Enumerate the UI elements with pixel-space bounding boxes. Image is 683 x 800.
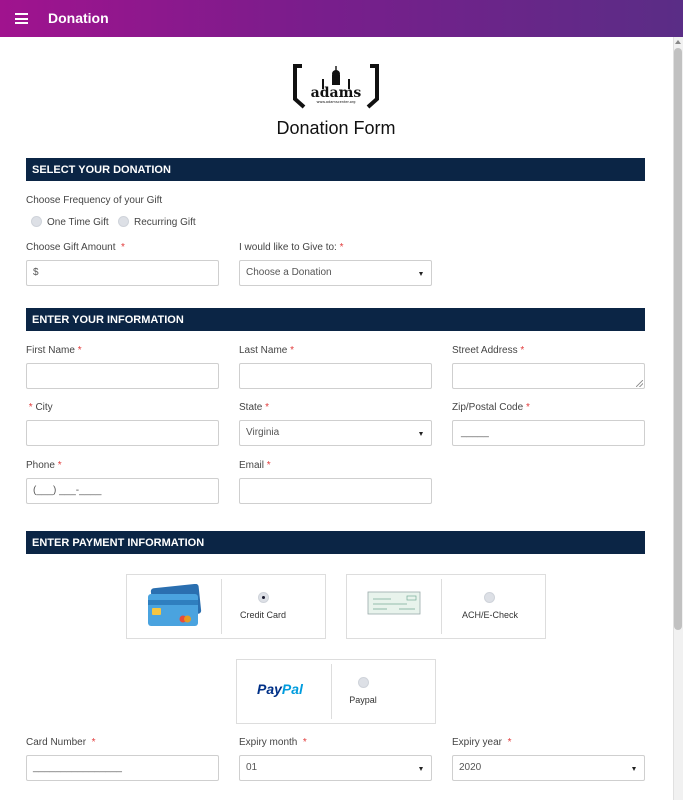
card-number-input[interactable]: ________________ — [26, 755, 219, 781]
city-label: * City — [26, 402, 53, 413]
adams-logo — [292, 63, 380, 109]
section-header-information: ENTER YOUR INFORMATION — [26, 308, 645, 331]
paypal-radio[interactable] — [358, 677, 369, 688]
gift-amount-label: Choose Gift Amount * — [26, 242, 125, 253]
divider — [331, 664, 332, 719]
check-icon — [367, 591, 421, 617]
expiry-year-value: 2020 — [459, 762, 482, 773]
frequency-label: Choose Frequency of your Gift — [26, 195, 163, 206]
ach-echeck-option[interactable] — [346, 574, 546, 639]
expiry-year-select[interactable] — [452, 755, 645, 781]
last-name-label: Last Name * — [239, 345, 295, 356]
recurring-gift-label: Recurring Gift — [134, 217, 196, 228]
scroll-up-arrow-icon[interactable] — [675, 40, 681, 44]
app-bar — [0, 0, 683, 37]
chevron-down-icon — [419, 432, 423, 436]
credit-card-icon — [146, 584, 202, 628]
divider — [441, 579, 442, 634]
state-label: State * — [239, 402, 270, 413]
street-address-label: Street Address * — [452, 345, 525, 356]
paypal-logo: PayPal — [257, 681, 303, 697]
ach-echeck-label: ACH/E-Check — [461, 610, 518, 620]
give-to-label: I would like to Give to: * — [239, 242, 344, 253]
chevron-down-icon — [632, 767, 636, 771]
credit-card-label: Credit Card — [239, 610, 286, 620]
paypal-label: Paypal — [349, 695, 377, 705]
state-select-value: Virginia — [246, 427, 280, 438]
ach-echeck-radio[interactable] — [484, 592, 495, 603]
phone-label: Phone * — [26, 460, 62, 471]
zip-input[interactable]: _____ — [452, 420, 645, 446]
email-input[interactable] — [239, 478, 432, 504]
credit-card-option[interactable] — [126, 574, 326, 639]
donation-select[interactable] — [239, 260, 432, 286]
section-header-payment: ENTER PAYMENT INFORMATION — [26, 531, 645, 554]
credit-card-radio[interactable] — [258, 592, 269, 603]
one-time-gift-label: One Time Gift — [47, 217, 109, 228]
last-name-input[interactable] — [239, 363, 432, 389]
expiry-month-select[interactable] — [239, 755, 432, 781]
app-title: Donation — [48, 10, 109, 26]
menu-icon[interactable] — [15, 13, 28, 24]
divider — [221, 579, 222, 634]
city-input[interactable] — [26, 420, 219, 446]
chevron-down-icon — [419, 272, 423, 276]
expiry-year-label: Expiry year * — [452, 737, 512, 748]
chevron-down-icon — [419, 767, 423, 771]
first-name-label: First Name * — [26, 345, 82, 356]
logo-tagline: www.adamscenter.org — [316, 100, 356, 104]
expiry-month-label: Expiry month * — [239, 737, 307, 748]
street-address-textarea[interactable] — [452, 363, 645, 389]
gift-amount-input[interactable]: $ — [26, 260, 219, 286]
resize-handle-icon[interactable] — [636, 380, 643, 387]
one-time-gift-radio[interactable] — [31, 216, 42, 227]
expiry-month-value: 01 — [246, 762, 258, 773]
phone-input[interactable]: (___) ___-____ — [26, 478, 219, 504]
section-header-donation: SELECT YOUR DONATION — [26, 158, 645, 181]
page-title: Donation Form — [276, 118, 396, 138]
first-name-input[interactable] — [26, 363, 219, 389]
scrollbar-thumb[interactable] — [674, 48, 682, 630]
recurring-gift-radio[interactable] — [118, 216, 129, 227]
zip-label: Zip/Postal Code * — [452, 402, 530, 413]
card-number-label: Card Number * — [26, 737, 96, 748]
logo-text: adams — [310, 85, 362, 101]
paypal-option[interactable] — [236, 659, 436, 724]
donation-select-value: Choose a Donation — [246, 267, 332, 278]
email-label: Email * — [239, 460, 271, 471]
state-select[interactable] — [239, 420, 432, 446]
